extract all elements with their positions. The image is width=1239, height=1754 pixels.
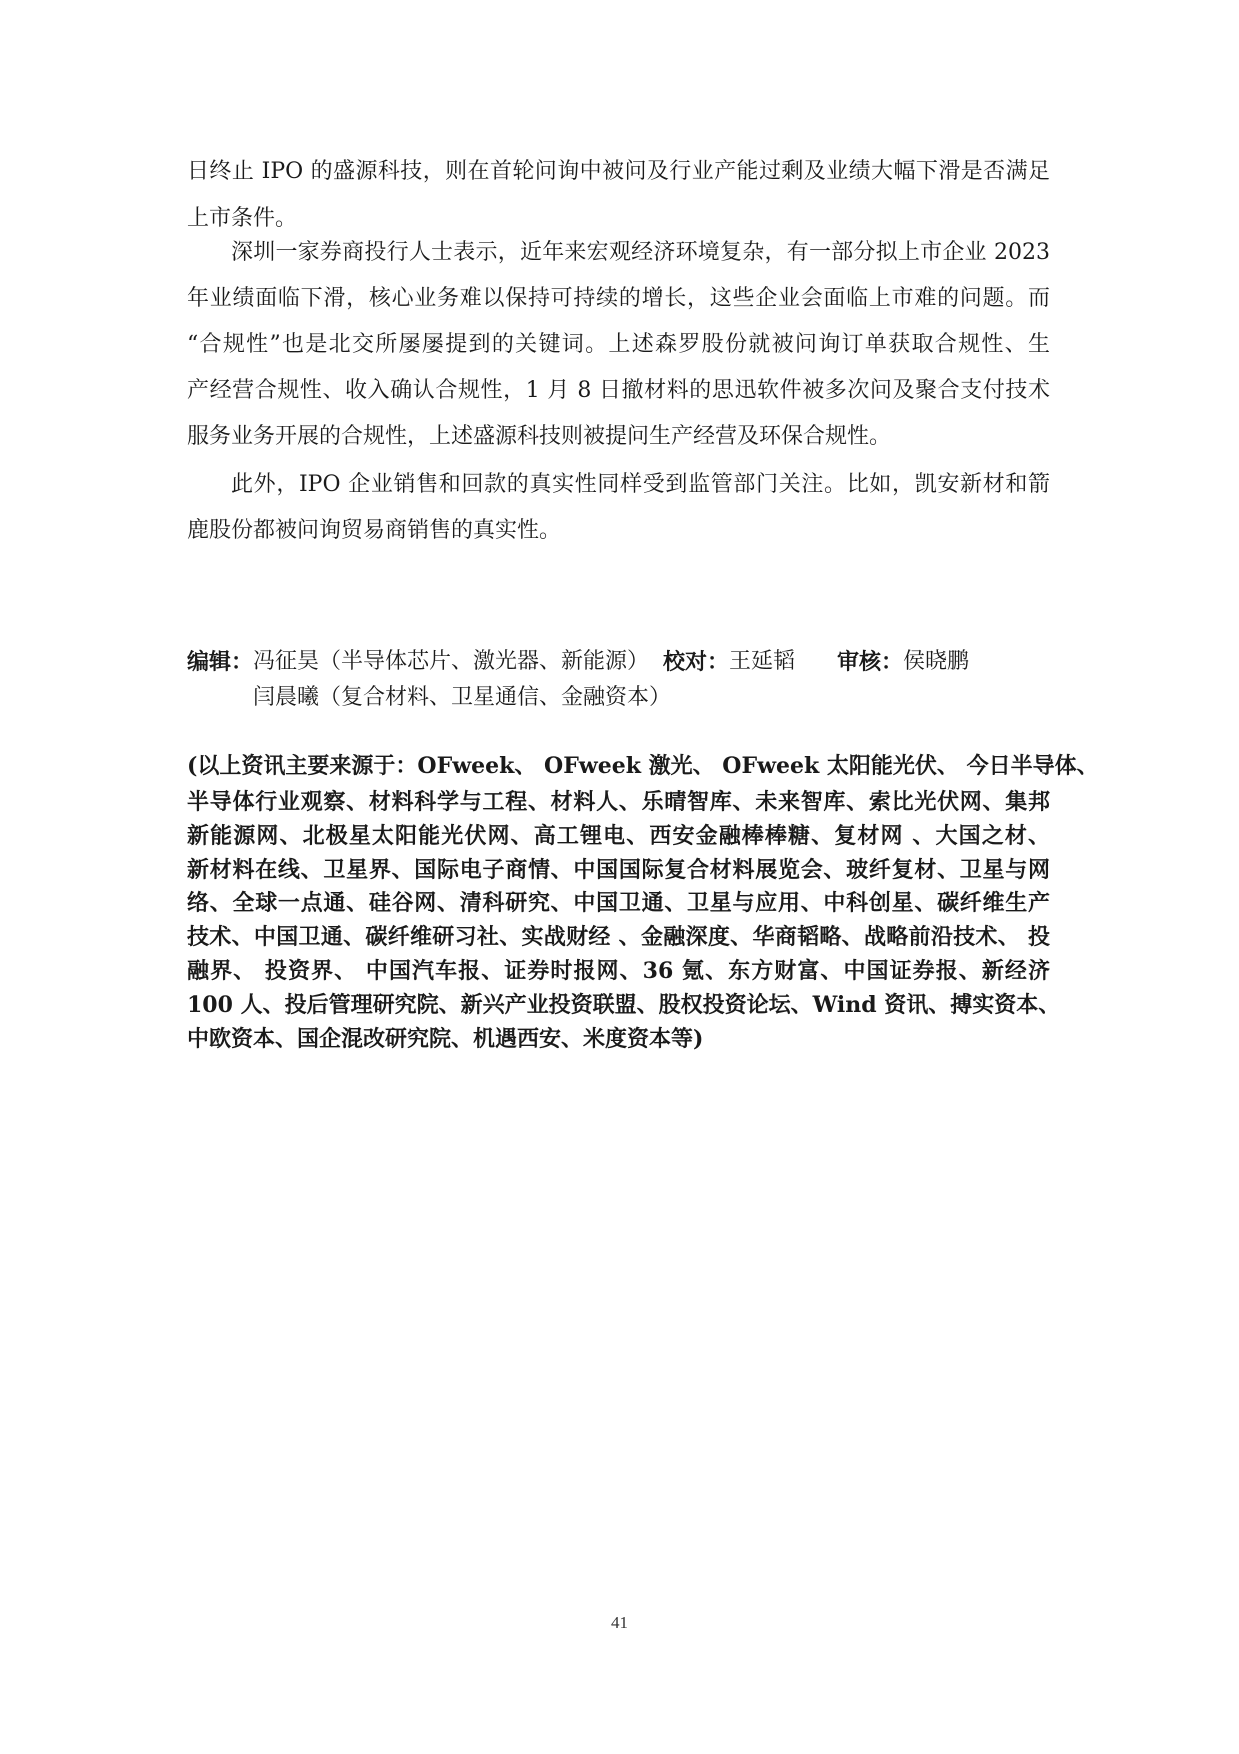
sources-line: (以上资讯主要来源于：OFweek、 OFweek 激光、 OFweek 太阳能光伏、 今日半导体、: [187, 753, 1099, 779]
paragraph-line: 年业绩面临下滑，核心业务难以保持可持续的增长，这些企业会面临上市难的问题。而: [187, 286, 1050, 311]
credits-row: [187, 647, 1050, 677]
paragraph-line: 深圳一家券商投行人士表示，近年来宏观经济环境复杂，有一部分拟上市企业 2023: [231, 240, 1050, 265]
editor-name-1: 冯征昊（半导体芯片、激光器、新能源）: [253, 649, 650, 674]
paragraph-line: 产经营合规性、收入确认合规性，1 月 8 日撤材料的思迅软件被多次问及聚合支付技术: [187, 378, 1050, 403]
editor-name-2: 闫晨曦（复合材料、卫星通信、金融资本）: [253, 685, 672, 710]
sources-line: 中欧资本、国企混改研究院、机遇西安、米度资本等): [187, 1026, 704, 1052]
sources-line: 半导体行业观察、材料科学与工程、材料人、乐晴智库、未来智库、索比光伏网、集邦: [187, 789, 1050, 815]
proofreader-name: 王延韬: [729, 649, 796, 674]
paragraph-line: 服务业务开展的合规性，上述盛源科技则被提问生产经营及环保合规性。: [187, 424, 892, 449]
sources-line: 络、全球一点通、硅谷网、清科研究、中国卫通、卫星与应用、中科创星、碳纤维生产: [187, 890, 1050, 916]
paragraph-line: “合规性”也是北交所屡屡提到的关键词。上述森罗股份就被问询订单获取合规性、生: [187, 332, 1050, 357]
sources-line: 100 人、投后管理研究院、新兴产业投资联盟、股权投资论坛、Wind 资讯、搏实资本、: [187, 992, 1061, 1018]
sources-line: 新能源网、北极星太阳能光伏网、高工锂电、西安金融棒棒糖、复材网 、大国之材、: [187, 823, 1050, 849]
reviewer-name: 侯晓鹏: [903, 649, 970, 674]
credits-row-2: [187, 683, 1050, 713]
reviewer-label: 审核：: [837, 649, 904, 675]
editor-label: 编辑：: [187, 649, 254, 675]
paragraph-line: 上市条件。: [187, 206, 298, 231]
paragraph-line: 日终止 IPO 的盛源科技，则在首轮问询中被问及行业产能过剩及业绩大幅下滑是否满足: [187, 159, 1050, 184]
paragraph-line: 鹿股份都被问询贸易商销售的真实性。: [187, 518, 562, 543]
sources-line: 技术、中国卫通、碳纤维研习社、实战财经 、金融深度、华商韬略、战略前沿技术、 投: [187, 924, 1050, 950]
page-number: 41: [611, 1613, 628, 1632]
sources-line: 新材料在线、卫星界、国际电子商情、中国国际复合材料展览会、玻纤复材、卫星与网: [187, 857, 1050, 883]
proofreader-label: 校对：: [663, 649, 730, 675]
sources-line: 融界、 投资界、 中国汽车报、证券时报网、36 氪、东方财富、中国证券报、新经济: [187, 958, 1050, 984]
paragraph-line: 此外，IPO 企业销售和回款的真实性同样受到监管部门关注。比如，凯安新材和箭: [231, 472, 1050, 497]
